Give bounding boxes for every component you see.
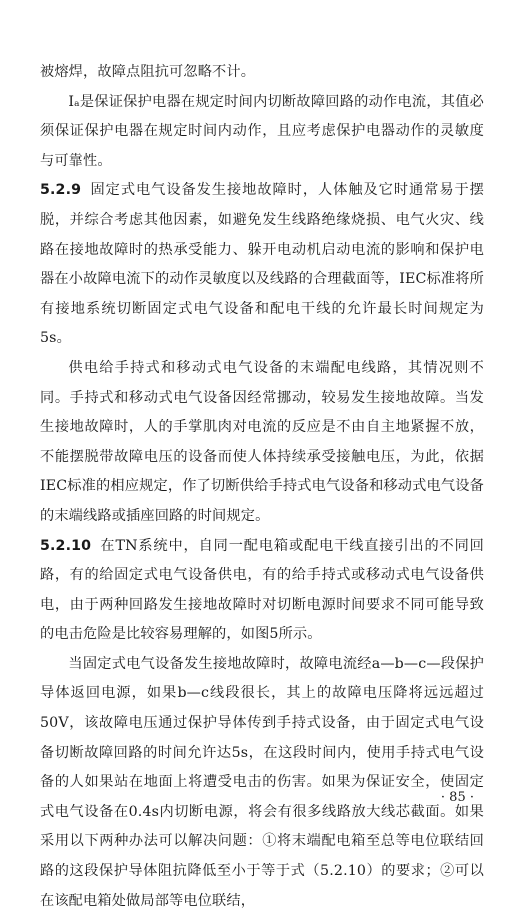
paragraph-text: 供电给手持式和移动式电气设备的末端配电线路，其情况则不同。手持式和移动式电气设备因经常挪动，较易发生接地故障。当发生接地故障时，人的手掌肌肉对电流的反应是不由自主地紧握不放，不能摆脱带故障电压的设备而使人体持续承受接触电压，为此，依据IEC标准的相应规定，作了切断供给手持式电气设备和移动式电气设备的末端线路或插座回路的时间规定。 xyxy=(40,359,484,524)
paragraph-text: 被熔焊，故障点阻抗可忽略不计。 xyxy=(40,64,256,80)
section-number: 5.2.9 xyxy=(40,182,82,199)
paragraph xyxy=(40,88,484,177)
section-number: 5.2.10 xyxy=(40,537,92,554)
paragraph xyxy=(40,58,484,88)
clause-5-2-10 xyxy=(40,532,484,650)
paragraph-text: 在TN系统中，自同一配电箱或配电干线直接引出的不同回路，有的给固定式电气设备供电，有的给手持式或移动式电气设备供电，由于两种回路发生接地故障时对切断电源时间要求不同可能导致的电击危险是比较容易理解的，如图5所示。 xyxy=(40,537,484,643)
paragraph-text: 固定式电气设备发生接地故障时，人体触及它时通常易于摆脱，并综合考虑其他因素，如避免发生线路绝缘烧损、电气火灾、线路在接地故障时的热承受能力、躲开电动机启动电流的影响和保护电器在小故障电流下的动作灵敏度以及线路的合理截面等，IEC标准将所有接地系统切断固定式电气设备和配电干线的允许最长时间规定为5s。 xyxy=(40,182,484,347)
paragraph-text: 当固定式电气设备发生接地故障时，故障电流经a—b—c—段保护导体返回电源，如果b—c线段很长，其上的故障电压降将远远超过50V，该故障电压通过保护导体传到手持式设备，由于固定式电气设备切断故障回路的时间允许达5s，在这段时间内，使用手持式电气设备的人如果站在地面上将遭受电击的伤害。如果为保证安全，使固定式电气设备在0.4s内切断电源，将会有很多线路放大线芯截面。如果采用以下两种办法可以解决问题：①将末端配电箱至总等电位联结回路的这段保护导体阻抗降低至小于等于式（5.2.10）的要求；②可以在该配电箱处做局部等电位联结， xyxy=(40,655,484,909)
paragraph xyxy=(40,650,484,916)
clause-5-2-9 xyxy=(40,176,484,354)
paragraph xyxy=(40,354,484,532)
paragraph-text: Iₐ是保证保护电器在规定时间内切断故障回路的动作电流，其值必须保证保护电器在规定时间内动作，且应考虑保护电器动作的灵敏度与可靠性。 xyxy=(40,93,484,169)
body-text xyxy=(40,58,484,916)
page-number: · 85 · xyxy=(440,790,474,805)
